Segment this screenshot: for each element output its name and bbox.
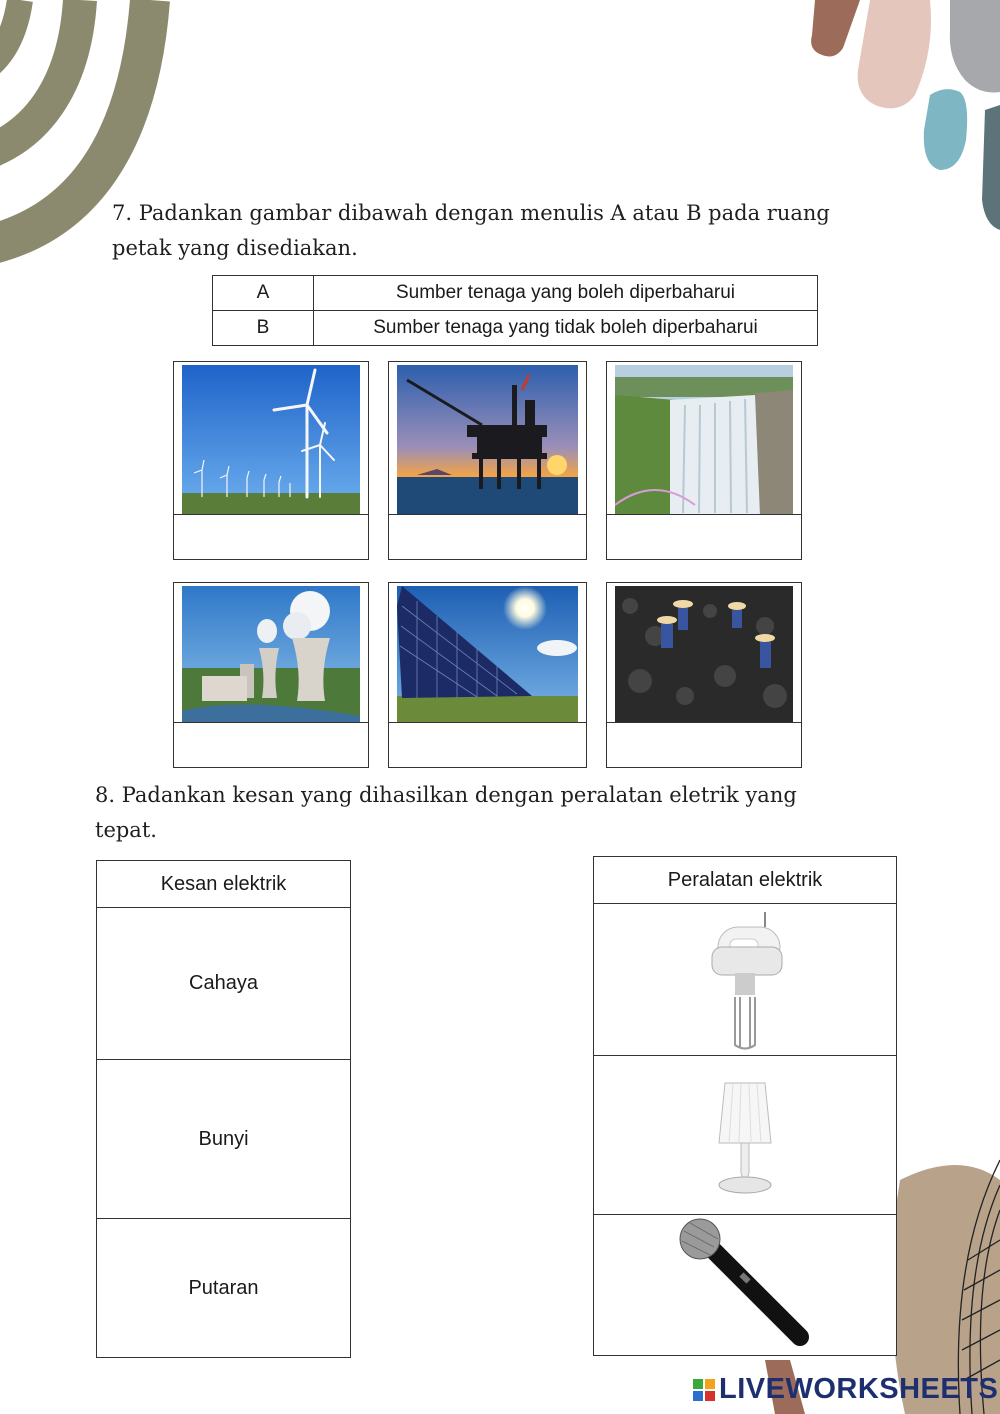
- liveworksheets-logo[interactable]: [693, 1373, 998, 1406]
- appliance-lamp[interactable]: [594, 1056, 896, 1215]
- effect-item[interactable]: Cahaya: [97, 908, 350, 1060]
- question-8-line-1: 8. Padankan kesan yang dihasilkan dengan peralatan eletrik yang: [95, 783, 797, 807]
- picture-card-solar: [388, 582, 587, 768]
- effects-header: Kesan elektrik: [97, 861, 350, 908]
- effects-column: [96, 860, 351, 1358]
- answer-box-solar[interactable]: [389, 722, 586, 767]
- appliances-header: Peralatan elektrik: [594, 857, 896, 904]
- coal-miners-image: [615, 586, 793, 722]
- appliances-column: [593, 856, 897, 1356]
- picture-card-dam: [606, 361, 802, 560]
- question-7-line-1: 7. Padankan gambar dibawah dengan menulis A atau B pada ruang: [112, 201, 830, 225]
- legend-key-a: A: [213, 276, 314, 311]
- legend-row-a: [213, 276, 818, 311]
- picture-card-wind: [173, 361, 369, 560]
- question-8-line-2: tepat.: [95, 818, 157, 842]
- microphone-icon: [670, 1217, 820, 1352]
- legend-text-a: Sumber tenaga yang boleh diperbaharui: [314, 276, 818, 311]
- picture-card-oil-rig: [388, 361, 587, 560]
- legend-text-b: Sumber tenaga yang tidak boleh diperbaharui: [314, 311, 818, 346]
- oil-rig-image: [397, 365, 578, 515]
- table-lamp-icon: [705, 1073, 785, 1198]
- appliance-mixer[interactable]: [594, 904, 896, 1056]
- nuclear-plant-image: [182, 586, 360, 722]
- legend-table: [212, 275, 818, 346]
- picture-card-nuclear: [173, 582, 369, 768]
- answer-box-wind[interactable]: [174, 514, 368, 559]
- wind-turbines-image: [182, 365, 360, 515]
- question-7-text: [112, 196, 912, 266]
- answer-box-coal[interactable]: [607, 722, 801, 767]
- question-7-line-2: petak yang disediakan.: [112, 236, 358, 260]
- effect-item[interactable]: Bunyi: [97, 1060, 350, 1219]
- liveworksheets-brand-text: LIVEWORKSHEETS: [719, 1373, 999, 1405]
- solar-panel-image: [397, 586, 578, 722]
- answer-box-nuclear[interactable]: [174, 722, 368, 767]
- picture-card-coal: [606, 582, 802, 768]
- answer-box-oil-rig[interactable]: [389, 514, 586, 559]
- legend-key-b: B: [213, 311, 314, 346]
- liveworksheets-badge-icon: [693, 1379, 715, 1401]
- answer-box-dam[interactable]: [607, 514, 801, 559]
- appliance-microphone[interactable]: [594, 1215, 896, 1353]
- question-8-text: [95, 778, 915, 848]
- legend-row-b: [213, 311, 818, 346]
- hand-mixer-icon: [690, 907, 800, 1052]
- dam-waterfall-image: [615, 365, 793, 515]
- effect-item[interactable]: Putaran: [188, 1276, 259, 1299]
